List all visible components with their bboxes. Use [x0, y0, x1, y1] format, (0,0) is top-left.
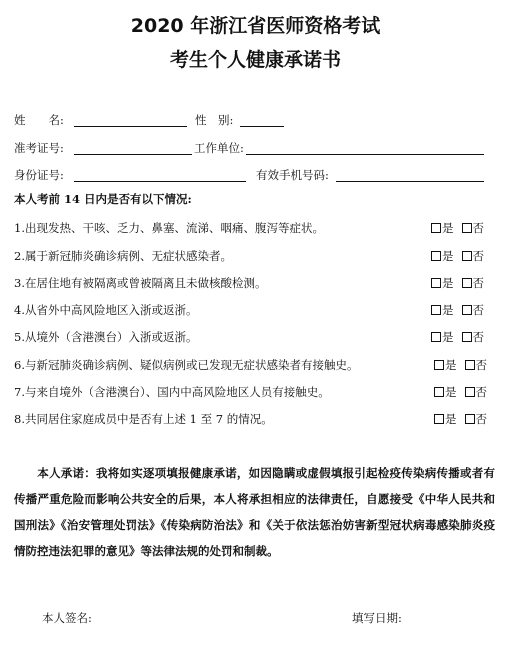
- no-checkbox[interactable]: [462, 303, 485, 317]
- yes-label: 是: [442, 221, 454, 235]
- question-row: [14, 329, 494, 345]
- yes-label: 是: [445, 358, 457, 372]
- gender-field[interactable]: [240, 126, 284, 127]
- question-row: [14, 384, 494, 400]
- yes-checkbox[interactable]: [431, 330, 454, 344]
- answer-options: [431, 302, 492, 318]
- question-text: 2.属于新冠肺炎确诊病例、无症状感染者。: [14, 249, 232, 263]
- gender-label: 性 别:: [195, 113, 234, 127]
- question-row: [14, 275, 494, 291]
- checkbox-square-icon[interactable]: [462, 305, 472, 315]
- checkbox-square-icon[interactable]: [431, 278, 441, 288]
- question-text: 7.与来自境外（含港澳台）、国内中高风险地区人员有接触史。: [14, 385, 330, 399]
- phone-field[interactable]: [336, 181, 484, 182]
- yes-checkbox[interactable]: [431, 303, 454, 317]
- exam-id-field[interactable]: [74, 154, 192, 155]
- yes-checkbox[interactable]: [434, 412, 457, 426]
- yes-checkbox[interactable]: [434, 385, 457, 399]
- no-label: 否: [475, 358, 487, 372]
- yes-label: 是: [442, 303, 454, 317]
- questions-heading: 本人考前 14 日内是否有以下情况:: [14, 192, 192, 206]
- yes-checkbox[interactable]: [431, 276, 454, 290]
- question-row: [14, 357, 494, 373]
- employer-field[interactable]: [246, 154, 484, 155]
- answer-options: [431, 329, 492, 345]
- question-text: 4.从省外中高风险地区入浙或返浙。: [14, 303, 198, 317]
- checkbox-square-icon[interactable]: [434, 360, 444, 370]
- no-checkbox[interactable]: [465, 358, 488, 372]
- question-text: 1.出现发热、干咳、乏力、鼻塞、流涕、咽痛、腹泻等症状。: [14, 221, 324, 235]
- checkbox-square-icon[interactable]: [462, 223, 472, 233]
- yes-label: 是: [442, 330, 454, 344]
- no-checkbox[interactable]: [462, 330, 485, 344]
- yes-label: 是: [445, 385, 457, 399]
- no-checkbox[interactable]: [462, 276, 485, 290]
- checkbox-square-icon[interactable]: [431, 332, 441, 342]
- no-label: 否: [472, 276, 484, 290]
- no-label: 否: [472, 330, 484, 344]
- pledge-text: 本人承诺：我将如实逐项填报健康承诺，如因隐瞒或虚假填报引起检疫传染病传播或者有传播严重危险而影响公共安全的后果，本人将承担相应的法律责任，自愿接受《中华人民共和国刑法》《治安管理处罚法》《传染病防治法》和《关于依法惩治妨害新型冠状病毒感染肺炎疫情防控违法犯罪的意见》等法律法规的处罚和制裁。: [14, 466, 495, 558]
- no-checkbox[interactable]: [465, 412, 488, 426]
- no-label: 否: [472, 303, 484, 317]
- yes-checkbox[interactable]: [431, 249, 454, 263]
- yes-checkbox[interactable]: [431, 221, 454, 235]
- checkbox-square-icon[interactable]: [465, 360, 475, 370]
- id-number-field[interactable]: [74, 181, 246, 182]
- checkbox-square-icon[interactable]: [462, 332, 472, 342]
- checkbox-square-icon[interactable]: [431, 251, 441, 261]
- employer-label: 工作单位:: [194, 141, 244, 155]
- pledge-paragraph: [14, 460, 495, 564]
- form-title-line2: 考生个人健康承诺书: [169, 49, 341, 71]
- checkbox-square-icon[interactable]: [465, 387, 475, 397]
- yes-label: 是: [442, 276, 454, 290]
- no-label: 否: [475, 385, 487, 399]
- answer-options: [431, 275, 492, 291]
- checkbox-square-icon[interactable]: [462, 251, 472, 261]
- no-checkbox[interactable]: [462, 249, 485, 263]
- phone-label: 有效手机号码:: [256, 168, 329, 182]
- form-title-line1: 2020 年浙江省医师资格考试: [130, 15, 381, 37]
- signature-label: 本人签名:: [42, 611, 92, 625]
- name-label: 姓 名:: [14, 113, 64, 127]
- checkbox-square-icon[interactable]: [465, 414, 475, 424]
- question-text: 5.从境外（含港澳台）入浙或返浙。: [14, 330, 198, 344]
- answer-options: [431, 220, 492, 236]
- question-text: 3.在居住地有被隔离或曾被隔离且未做核酸检测。: [14, 276, 267, 290]
- answer-options: [434, 384, 495, 400]
- exam-id-label: 准考证号:: [14, 141, 64, 155]
- question-text: 8.共同居住家庭成员中是否有上述 1 至 7 的情况。: [14, 412, 273, 426]
- yes-checkbox[interactable]: [434, 358, 457, 372]
- answer-options: [431, 248, 492, 264]
- question-row: [14, 220, 494, 236]
- no-checkbox[interactable]: [462, 221, 485, 235]
- checkbox-square-icon[interactable]: [431, 305, 441, 315]
- answer-options: [434, 411, 495, 427]
- question-row: [14, 248, 494, 264]
- date-label: 填写日期:: [352, 611, 402, 625]
- id-number-label: 身份证号:: [14, 168, 64, 182]
- yes-label: 是: [442, 249, 454, 263]
- no-label: 否: [472, 249, 484, 263]
- checkbox-square-icon[interactable]: [462, 278, 472, 288]
- no-label: 否: [472, 221, 484, 235]
- checkbox-square-icon[interactable]: [434, 414, 444, 424]
- question-text: 6.与新冠肺炎确诊病例、疑似病例或已发现无症状感染者有接触史。: [14, 358, 359, 372]
- no-label: 否: [475, 412, 487, 426]
- checkbox-square-icon[interactable]: [431, 223, 441, 233]
- name-field[interactable]: [74, 126, 187, 127]
- yes-label: 是: [445, 412, 457, 426]
- question-row: [14, 411, 494, 427]
- checkbox-square-icon[interactable]: [434, 387, 444, 397]
- answer-options: [434, 357, 495, 373]
- question-row: [14, 302, 494, 318]
- no-checkbox[interactable]: [465, 385, 488, 399]
